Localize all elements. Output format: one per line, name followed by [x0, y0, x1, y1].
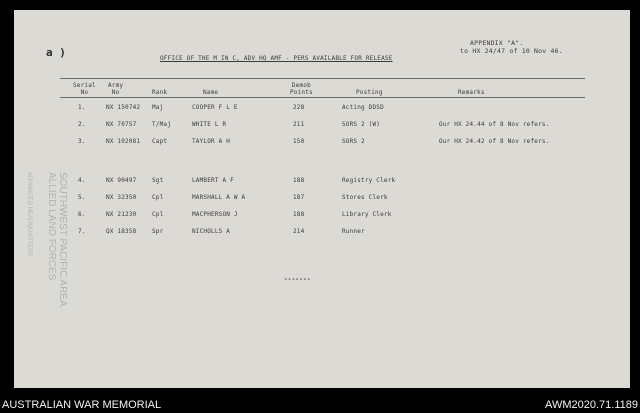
row-2-name: WHITE L R — [192, 121, 227, 128]
reference-line: to HX 24/47 of 10 Nov 46. — [460, 47, 563, 55]
row-5-name: MARSHALL A W A — [192, 194, 246, 201]
footer-institution: AUSTRALIAN WAR MEMORIAL — [2, 399, 162, 411]
row-6-army: NX 21230 — [106, 211, 137, 218]
row-4-posting: Registry Clerk — [342, 177, 396, 184]
row-6-posting: Library Clerk — [342, 211, 392, 218]
row-4-rank: Sgt — [152, 177, 164, 184]
header-name: Name — [203, 89, 219, 96]
row-4-points: 188 — [293, 177, 305, 184]
row-1-points: 228 — [293, 104, 305, 111]
ghost-stamp-line-2: ALLIED LAND FORCES — [46, 172, 57, 281]
row-4-name: LAMBERT A F — [192, 177, 234, 184]
header-army: Army No — [108, 82, 124, 96]
row-5-serial: 5. — [78, 194, 86, 201]
row-2-posting: SORS 2 (W) — [342, 121, 381, 128]
row-3-serial: 3. — [78, 138, 86, 145]
row-7-points: 214 — [293, 228, 305, 235]
row-1-posting: Acting DDSD — [342, 104, 384, 111]
row-3-posting: SORS 2 — [342, 138, 365, 145]
row-4-army: NX 90497 — [106, 177, 137, 184]
header-serial: Serial No — [73, 82, 96, 96]
ghost-stamp-line-3: ADVANCED HEADQUARTERS — [26, 172, 32, 257]
ghost-stamp-line-1: SOUTHWEST PACIFIC AREA — [57, 172, 68, 307]
row-3-remarks: Our HX 24.42 of 8 Nov refers. — [439, 138, 550, 145]
row-2-points: 211 — [293, 121, 305, 128]
row-5-rank: Cpl — [152, 194, 164, 201]
row-5-army: NX 32350 — [106, 194, 137, 201]
header-rule-bottom — [60, 97, 585, 98]
row-5-posting: Stores Clerk — [342, 194, 388, 201]
row-1-rank: Maj — [152, 104, 164, 111]
header-demob: Demob Points — [290, 82, 313, 96]
row-6-name: MACPHERSON J — [192, 211, 238, 218]
row-7-serial: 7. — [78, 228, 86, 235]
row-6-rank: Cpl — [152, 211, 164, 218]
appendix-label: APPENDIX "A". — [470, 39, 524, 47]
row-1-name: COOPER F L E — [192, 104, 238, 111]
header-rank: Rank — [152, 89, 168, 96]
row-2-rank: T/Maj — [152, 121, 172, 128]
row-6-points: 188 — [293, 211, 305, 218]
header-posting: Posting — [356, 89, 383, 96]
row-2-remarks: Our HX 24.44 of 8 Nov refers. — [439, 121, 550, 128]
row-1-serial: 1. — [78, 104, 86, 111]
row-3-points: 150 — [293, 138, 305, 145]
row-3-rank: Capt — [152, 138, 168, 145]
row-2-army: NX 70757 — [106, 121, 137, 128]
header-remarks: Remarks — [458, 89, 485, 96]
ghost-stamp — [26, 172, 68, 307]
footer-accession: AWM2020.71.1189 — [545, 399, 638, 411]
row-3-army: NX 102081 — [106, 138, 141, 145]
row-7-posting: Runner — [342, 228, 365, 235]
row-7-rank: Spr — [152, 228, 164, 235]
document-title: OFFICE OF THE M IN C, ADV HQ AMF - PERS AVAILABLE FOR RELEASE — [160, 55, 393, 62]
row-2-serial: 2. — [78, 121, 86, 128]
end-of-list-mark: ------- — [284, 276, 311, 283]
row-5-points: 187 — [293, 194, 305, 201]
row-7-army: QX 18358 — [106, 228, 137, 235]
row-1-army: NX 150742 — [106, 104, 141, 111]
row-6-serial: 6. — [78, 211, 86, 218]
header-rule-top — [60, 78, 585, 79]
row-3-name: TAYLOR A H — [192, 138, 231, 145]
margin-mark: a ) — [46, 46, 66, 59]
row-7-name: NICHOLLS A — [192, 228, 231, 235]
row-4-serial: 4. — [78, 177, 86, 184]
